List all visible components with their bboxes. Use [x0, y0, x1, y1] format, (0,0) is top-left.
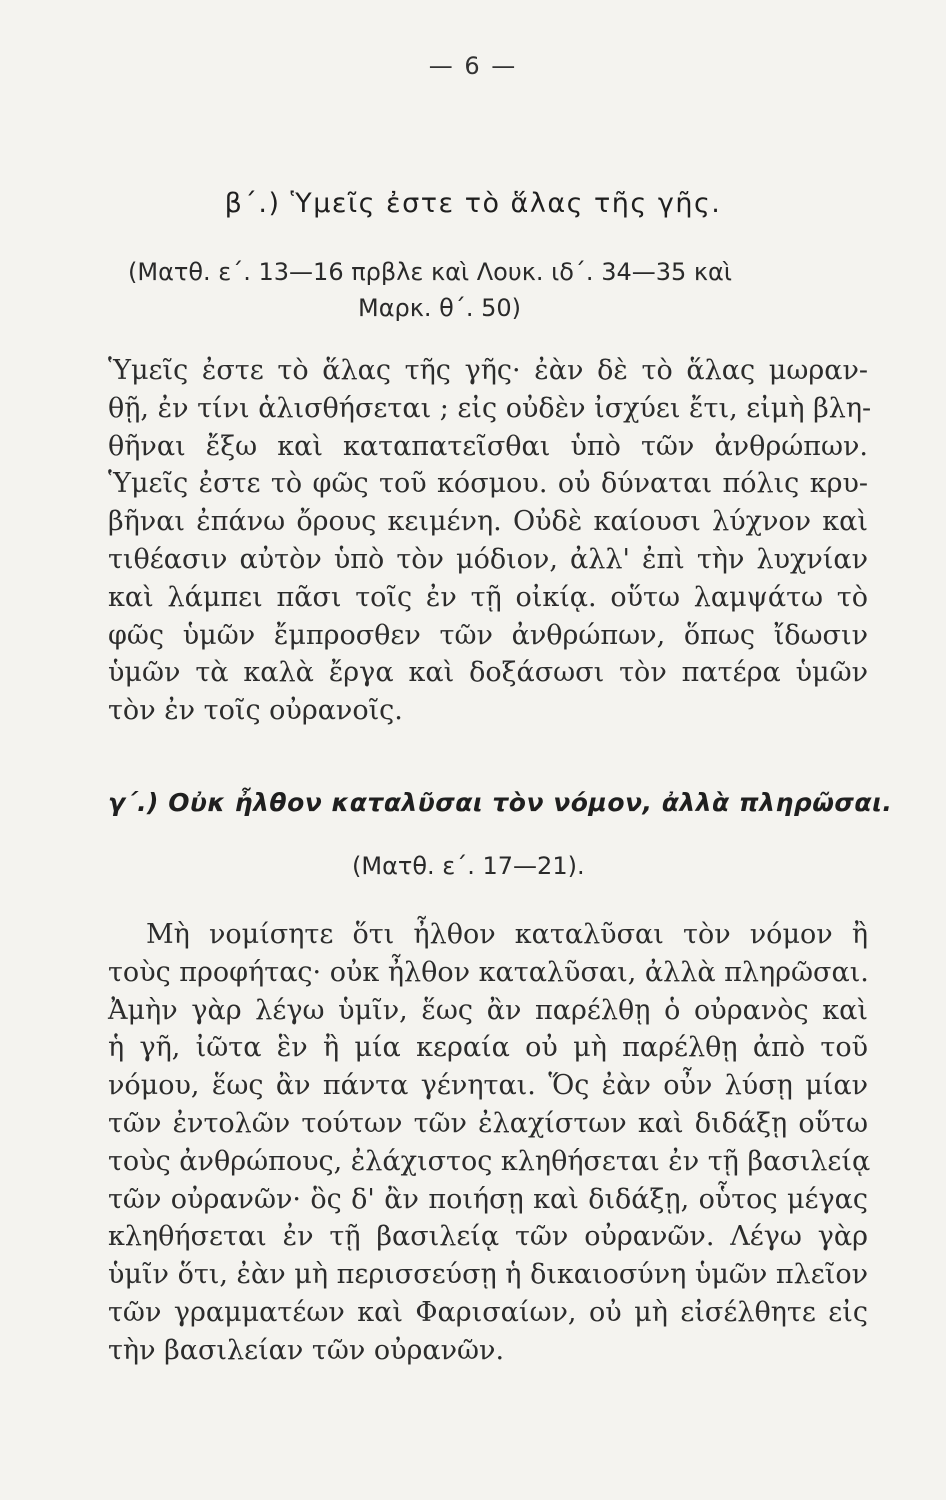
text-line: τοὺς προφήτας· οὐκ ἦλθον καταλῦσαι, ἀλλὰ πληρῶσαι.: [108, 956, 869, 988]
page-number: — 6 —: [428, 52, 518, 80]
text-line: ὑμῶν τὰ καλὰ ἔργα καὶ δοξάσωσι τὸν πατέρα ὑμῶν: [108, 657, 868, 689]
text-line: Ἀμὴν γὰρ λέγω ὑμῖν, ἕως ἂν παρέλθῃ ὁ οὐρανὸς καὶ: [108, 994, 868, 1026]
section-heading-b: β΄.) Ὑμεῖς ἐστε τὸ ἅλας τῆς γῆς.: [224, 188, 722, 219]
text-line: τὴν βασιλείαν τῶν οὐρανῶν.: [108, 1334, 505, 1366]
text-line: ὑμῖν ὅτι, ἐὰν μὴ περισσεύσῃ ἡ δικαιοσύνη ὑμῶν πλεῖον: [108, 1259, 868, 1291]
text-line: Μὴ νομίσητε ὅτι ἦλθον καταλῦσαι τὸν νόμον ἢ: [146, 919, 868, 950]
text-line: τοὺς ἀνθρώπους, ἐλάχιστος κληθήσεται ἐν τῇ βασιλείᾳ: [108, 1145, 871, 1177]
text-line: Ὑμεῖς ἐστε τὸ ἅλας τῆς γῆς· ἐὰν δὲ τὸ ἅλας μωραν-: [108, 355, 868, 386]
text-line: ἡ γῆ, ἰῶτα ἓν ἢ μία κεραία οὐ μὴ παρέλθῃ ἀπὸ τοῦ: [108, 1032, 868, 1064]
text-line: τῶν οὐρανῶν· ὃς δ' ἂν ποιήσῃ καὶ διδάξῃ, οὗτος μέγας: [108, 1183, 868, 1215]
text-line: τιθέασιν αὐτὸν ὑπὸ τὸν μόδιον, ἀλλ' ἐπὶ τὴν λυχνίαν: [108, 543, 868, 575]
reference-b-line-1: (Ματθ. ε΄. 13—16 πρβλε καὶ Λουκ. ιδ΄. 34—35 καὶ: [128, 258, 732, 286]
reference-b: [128, 254, 848, 326]
text-line: θῇ, ἐν τίνι ἁλισθήσεται ; εἰς οὐδὲν ἰσχύει ἔτι, εἰμὴ βλη-: [108, 392, 872, 424]
text-line: βῆναι ἐπάνω ὄρους κειμένη. Οὐδὲ καίουσι λύχνον καὶ: [108, 506, 868, 538]
reference-b-line-2: Μαρκ. θ΄. 50): [358, 294, 522, 322]
paragraph-g: [108, 916, 871, 1370]
text-line: νόμου, ἕως ἂν πάντα γένηται. Ὅς ἐὰν οὖν λύσῃ μίαν: [108, 1070, 868, 1102]
section-heading-g: γ΄.) Οὐκ ἦλθον καταλῦσαι τὸν νόμον, ἀλλὰ πληρῶσαι.: [108, 788, 893, 817]
text-line: τὸν ἐν τοῖς οὐρανοῖς.: [108, 695, 403, 727]
text-line: καὶ λάμπει πᾶσι τοῖς ἐν τῇ οἰκίᾳ. οὕτω λαμψάτω τὸ: [108, 581, 868, 613]
paragraph-b: [108, 352, 872, 730]
reference-g: (Ματθ. ε΄. 17—21).: [352, 852, 585, 880]
text-line: φῶς ὑμῶν ἔμπροσθεν τῶν ἀνθρώπων, ὅπως ἴδωσιν: [108, 619, 868, 651]
text-line: τῶν ἐντολῶν τούτων τῶν ἐλαχίστων καὶ διδάξῃ οὕτω: [108, 1107, 868, 1139]
text-line: Ὑμεῖς ἐστε τὸ φῶς τοῦ κόσμου. οὐ δύναται πόλις κρυ-: [108, 468, 868, 500]
text-line: τῶν γραμματέων καὶ Φαρισαίων, οὐ μὴ εἰσέλθητε εἰς: [108, 1296, 868, 1328]
text-line: κληθήσεται ἐν τῇ βασιλείᾳ τῶν οὐρανῶν. Λέγω γὰρ: [108, 1221, 868, 1253]
text-line: θῆναι ἔξω καὶ καταπατεῖσθαι ὑπὸ τῶν ἀνθρώπων.: [108, 430, 868, 462]
